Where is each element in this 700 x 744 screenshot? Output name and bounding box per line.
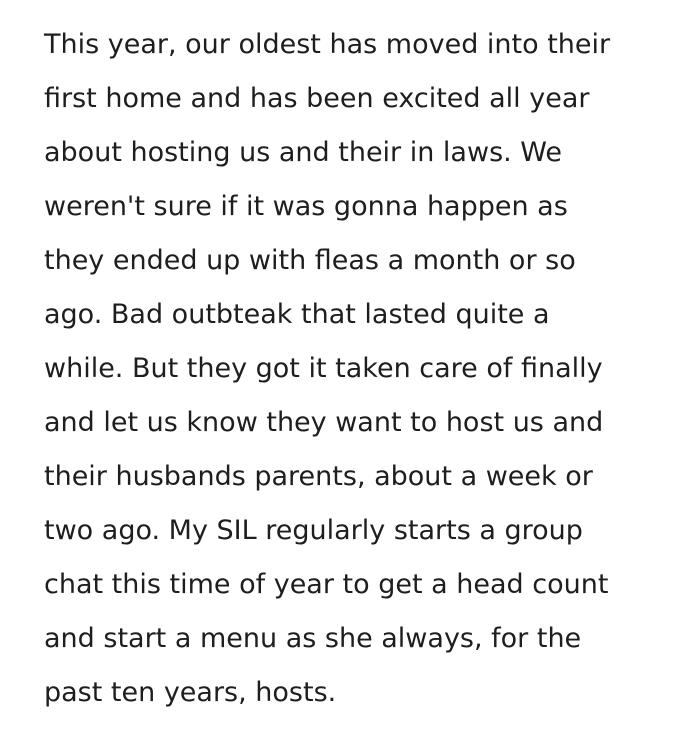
story-paragraph <box>44 18 610 720</box>
text-line: first home and has been excited all year <box>44 83 590 114</box>
text-line: their husbands parents, about a week or <box>44 461 593 492</box>
text-line: two ago. My SIL regularly starts a group <box>44 515 583 546</box>
text-line: This year, our oldest has moved into their <box>44 29 611 60</box>
text-line: ago. Bad outbteak that lasted quite a <box>44 299 550 330</box>
text-line: weren't sure if it was gonna happen as <box>44 191 568 222</box>
text-line: and let us know they want to host us and <box>44 407 604 438</box>
text-line: about hosting us and their in laws. We <box>44 137 563 168</box>
text-line: past ten years, hosts. <box>44 677 337 708</box>
text-line: while. But they got it taken care of finally <box>44 353 603 384</box>
text-line: they ended up with fleas a month or so <box>44 245 576 276</box>
text-line: and start a menu as she always, for the <box>44 623 582 654</box>
text-line: chat this time of year to get a head count <box>44 569 609 600</box>
